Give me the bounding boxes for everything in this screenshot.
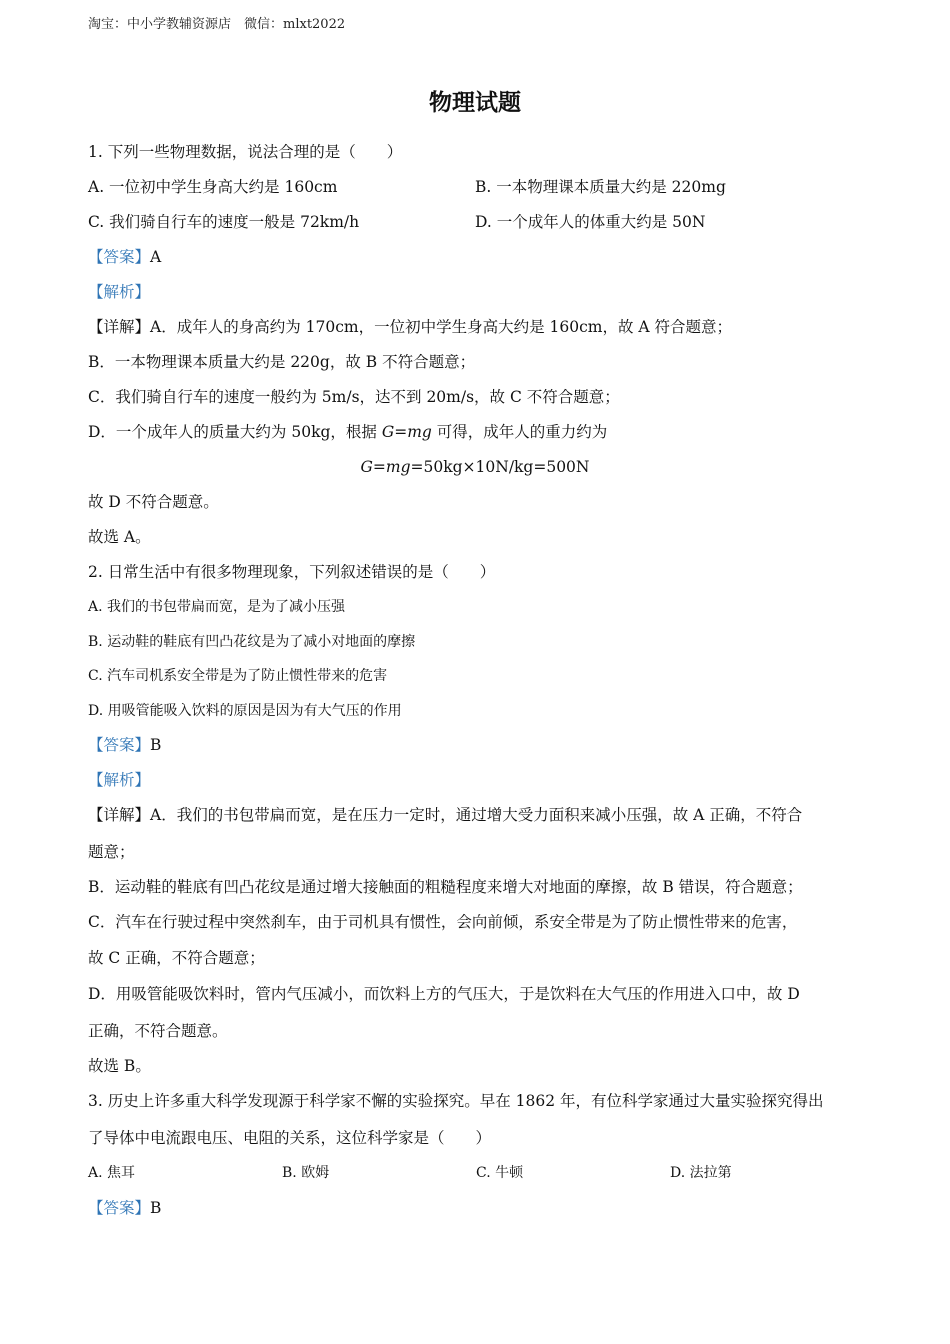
q2-detail-4b: 正确，不符合题意。 [88, 1022, 228, 1040]
q2-answer [88, 735, 161, 755]
eq-mg: mg [385, 458, 411, 476]
q1-detail-1 [88, 317, 732, 337]
q3-stem-2: 了导体中电流跟电压、电阻的关系，这位科学家是（ ） [88, 1129, 492, 1147]
detail-text: A．成年人的身高约为 170cm，一位初中学生身高大约是 160cm，故 A 符合题意； [150, 318, 733, 336]
q2-option-a: A. 我们的书包带扁而宽，是为了减小压强 [88, 599, 346, 615]
page-header: 淘宝：中小学教辅资源店 微信：mlxt2022 [88, 17, 346, 32]
q1-option-a: A. 一位初中学生身高大约是 160cm [88, 178, 338, 196]
answer-value: B [150, 736, 162, 754]
detail-tag: 【详解】 [88, 806, 151, 824]
q3-option-d: D. 法拉第 [670, 1165, 732, 1181]
q2-detail-2: B．运动鞋的鞋底有凹凸花纹是通过增大接触面的粗糙程度来增大对地面的摩擦，故 B 错误，符合题意； [88, 878, 803, 896]
q1-detail-3: C．我们骑自行车的速度一般约为 5m/s，达不到 20m/s，故 C 不符合题意； [88, 388, 620, 406]
answer-value: B [150, 1199, 162, 1217]
detail-text: 可得，成年人的重力约为 [431, 423, 608, 441]
q1-option-d: D. 一个成年人的体重大约是 50N [475, 213, 706, 231]
q3-stem-1: 3. 历史上许多重大科学发现源于科学家不懈的实验探究。早在 1862 年，有位科学家通过大量实验探究得出 [88, 1092, 824, 1110]
q3-answer [88, 1198, 161, 1218]
q1-analysis-tag: 【解析】 [88, 283, 151, 301]
q1-choose: 故选 A。 [88, 528, 151, 546]
q2-option-c: C. 汽车司机系安全带是为了防止惯性带来的危害 [88, 668, 388, 684]
q1-option-c: C. 我们骑自行车的速度一般是 72km/h [88, 213, 360, 231]
q1-detail-2: B．一本物理课本质量大约是 220g，故 B 不符合题意； [88, 353, 476, 371]
detail-text: D．一个成年人的质量大约为 50kg，根据 [88, 423, 382, 441]
answer-tag: 【答案】 [88, 736, 151, 754]
q2-choose: 故选 B。 [88, 1057, 151, 1075]
q1-detail-5: 故 D 不符合题意。 [88, 493, 219, 511]
q2-option-b: B. 运动鞋的鞋底有凹凸花纹是为了减小对地面的摩擦 [88, 634, 416, 650]
q2-analysis-tag: 【解析】 [88, 771, 151, 789]
page-title: 物理试题 [429, 89, 521, 116]
q1-detail-4 [88, 422, 607, 442]
answer-value: A [150, 248, 162, 266]
eq-rest: =50kg×10N/kg=500N [410, 458, 590, 476]
eq-g: G [360, 458, 373, 476]
q2-detail-1b: 题意； [88, 843, 135, 861]
q3-option-c: C. 牛顿 [476, 1165, 524, 1181]
q1-answer [88, 247, 161, 267]
q2-detail-3b: 故 C 正确，不符合题意； [88, 949, 265, 967]
formula: G=mg [381, 423, 432, 441]
detail-tag: 【详解】 [88, 318, 151, 336]
answer-tag: 【答案】 [88, 248, 151, 266]
eq-sign: = [372, 458, 386, 476]
q3-option-a: A. 焦耳 [88, 1165, 136, 1181]
q2-detail-4: D．用吸管能吸饮料时，管内气压减小，而饮料上方的气压大，于是饮料在大气压的作用进入口中，故 D [88, 985, 800, 1003]
detail-text: A．我们的书包带扁而宽，是在压力一定时，通过增大受力面积来减小压强，故 A 正确，不符合 [150, 806, 803, 824]
q3-option-b: B. 欧姆 [282, 1165, 330, 1181]
q1-equation [0, 457, 950, 477]
q2-stem: 2. 日常生活中有很多物理现象，下列叙述错误的是（ ） [88, 563, 496, 581]
q2-detail-1 [88, 805, 802, 825]
q2-option-d: D. 用吸管能吸入饮料的原因是因为有大气压的作用 [88, 703, 402, 719]
q2-detail-3: C．汽车在行驶过程中突然刹车，由于司机具有惯性，会向前倾，系安全带是为了防止惯性带来的危害， [88, 913, 798, 931]
answer-tag: 【答案】 [88, 1199, 151, 1217]
q1-stem: 1. 下列一些物理数据，说法合理的是（ ） [88, 143, 403, 161]
q1-option-b: B. 一本物理课本质量大约是 220mg [475, 178, 726, 196]
